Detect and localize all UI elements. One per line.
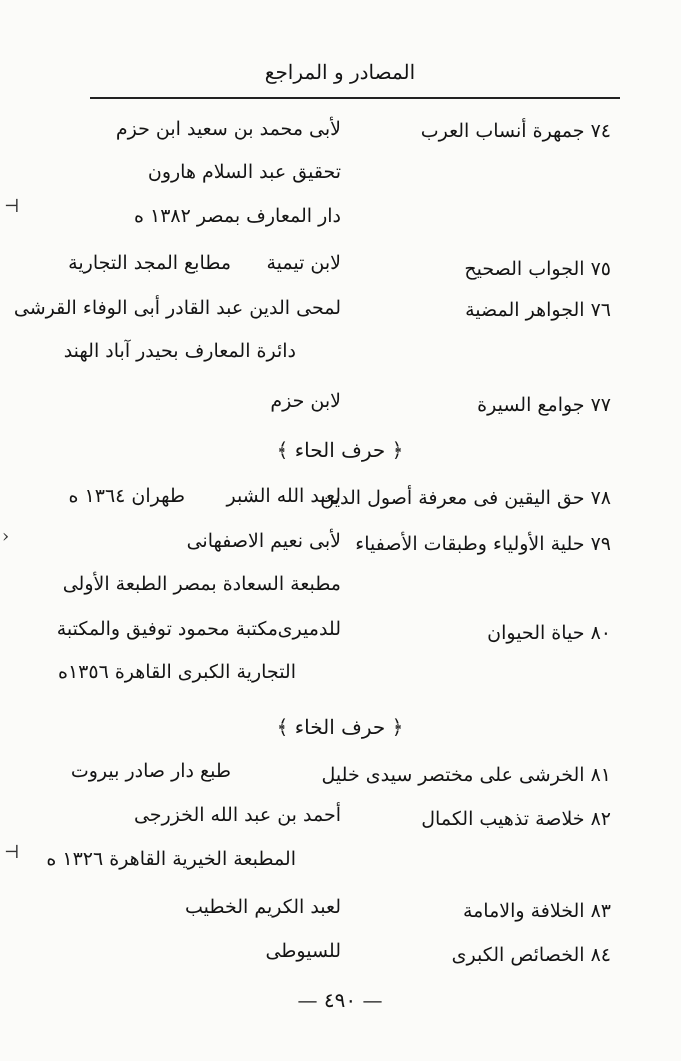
entry-78-author: لعبد الله الشبر	[226, 485, 341, 507]
entry-75-title: ٧٥ الجواب الصحيح	[464, 258, 611, 280]
margin-tick-mark: ⊣	[4, 842, 20, 863]
entry-74-editor: تحقيق عبد السلام هارون	[147, 161, 341, 183]
entry-78-publisher: طهران ١٣٦٤ ه	[68, 485, 185, 507]
entry-80-author: للدميرى	[277, 618, 341, 640]
entry-79-author: لأبى نعيم الاصفهانى	[186, 530, 341, 552]
entry-78-title: ٧٨ حق اليقين فى معرفة أصول الدين	[320, 487, 611, 509]
entry-74-publisher: دار المعارف بمصر ١٣٨٢ ه	[134, 205, 341, 227]
entry-76-author: لمحى الدين عبد القادر أبى الوفاء القرشى	[13, 297, 341, 319]
entry-79-publisher: مطبعة السعادة بمصر الطبعة الأولى	[62, 573, 341, 595]
entry-76-publisher: دائرة المعارف بحيدر آباد الهند	[63, 340, 296, 362]
entry-82-author: أحمد بن عبد الله الخزرجى	[133, 804, 341, 826]
entry-80-title: ٨٠ حياة الحيوان	[487, 622, 611, 644]
entry-84-author: للسيوطى	[265, 940, 341, 962]
margin-tick-mark: ⊣	[4, 196, 20, 217]
entry-74-title: ٧٤ جمهرة أنساب العرب	[420, 120, 611, 142]
margin-tick-mark: ›	[2, 526, 10, 547]
entry-83-author: لعبد الكريم الخطيب	[184, 896, 341, 918]
section-heading-ha: ﴿ حرف الحاء ﴾	[276, 438, 404, 462]
entry-81-publisher: طبع دار صادر بيروت	[70, 760, 231, 782]
section-heading-kha: ﴿ حرف الخاء ﴾	[276, 715, 404, 739]
entry-77-title: ٧٧ جوامع السيرة	[477, 394, 611, 416]
entry-83-title: ٨٣ الخلافة والامامة	[462, 900, 611, 922]
entry-75-publisher: مطابع المجد التجارية	[68, 252, 231, 274]
header-rule	[90, 97, 620, 99]
entry-82-publisher: المطبعة الخيرية القاهرة ١٣٢٦ ه	[46, 848, 296, 870]
entry-80-publisher: مكتبة محمود توفيق والمكتبة	[56, 618, 278, 640]
entry-84-title: ٨٤ الخصائص الكبرى	[451, 944, 611, 966]
entry-80-publisher-cont: التجارية الكبرى القاهرة ١٣٥٦ه	[58, 661, 296, 683]
running-header: المصادر و المراجع	[264, 60, 416, 84]
entry-82-title: ٨٢ خلاصة تذهيب الكمال	[421, 808, 611, 830]
entry-79-title: ٧٩ حلية الأولياء وطبقات الأصفياء	[355, 533, 611, 555]
entry-77-author: لابن حزم	[270, 390, 341, 412]
entry-74-author: لأبى محمد بن سعيد ابن حزم	[115, 118, 341, 140]
page-number: — ٤٩٠ —	[297, 988, 383, 1012]
entry-75-author: لابن تيمية	[266, 252, 341, 274]
entry-76-title: ٧٦ الجواهر المضية	[465, 299, 611, 321]
entry-81-title: ٨١ الخرشى على مختصر سيدى خليل	[321, 764, 611, 786]
